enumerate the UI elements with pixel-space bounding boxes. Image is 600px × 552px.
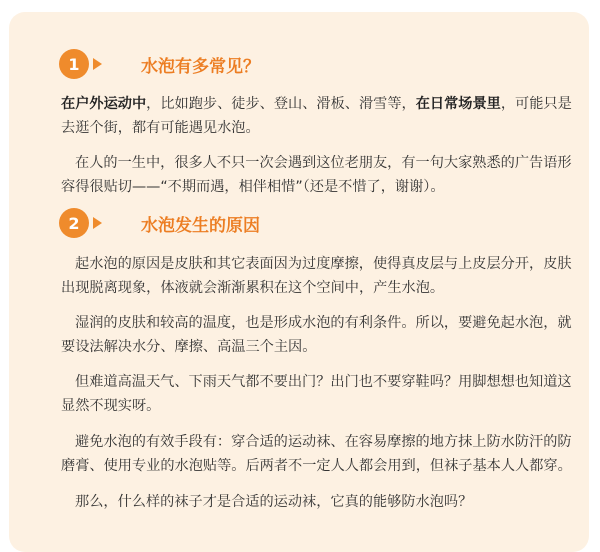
section-title: 水泡发生的原因 — [141, 215, 260, 236]
section-heading-1 — [59, 49, 260, 79]
paragraph — [61, 92, 585, 140]
play-arrow-icon — [93, 58, 102, 70]
paragraph: 起水泡的原因是皮肤和其它表面因为过度摩擦，使得真皮层与上皮层分开，皮肤出现脱离现象，体液就会渐渐累积在这个空间中，产生水泡。 — [61, 256, 572, 296]
play-arrow-icon — [93, 217, 102, 229]
section-title: 水泡有多常见？ — [141, 56, 260, 77]
bold-text: 在户外运动中 — [61, 96, 147, 112]
text: ，比如跑步、徒步、登山、滑板、滑雪等， — [146, 96, 416, 112]
section-number-badge: 2 — [59, 208, 89, 238]
article-card — [9, 12, 589, 552]
paragraph: 湿润的皮肤和较高的温度，也是形成水泡的有利条件。所以，要避免起水泡，就要设法解决水分、摩擦、高温三个主因。 — [61, 315, 572, 355]
paragraph: 但难道高温天气、下雨天气都不要出门？出门也不要穿鞋吗？用脚想想也知道这显然不现实呀。 — [61, 374, 572, 414]
paragraph: 在人的一生中，很多人不只一次会遇到这位老朋友，有一句大家熟悉的广告语形容得很贴切——“不期而遇，相伴相惜”（还是不惜了，谢谢）。 — [61, 155, 572, 195]
paragraph: 避免水泡的有效手段有：穿合适的运动袜、在容易摩擦的地方抹上防水防汗的防磨膏、使用专业的水泡贴等。后两者不一定人人都会用到，但袜子基本人人都穿。 — [61, 434, 572, 474]
section-number-badge: 1 — [59, 49, 89, 79]
text: ，可能只是去逛个街，都有可能遇见水泡。 — [61, 96, 572, 136]
paragraph: 那么，什么样的袜子才是合适的运动袜，它真的能够防水泡吗？ — [75, 494, 473, 510]
bold-text: 在日常场景里 — [415, 96, 501, 112]
section-heading-2 — [59, 208, 260, 238]
